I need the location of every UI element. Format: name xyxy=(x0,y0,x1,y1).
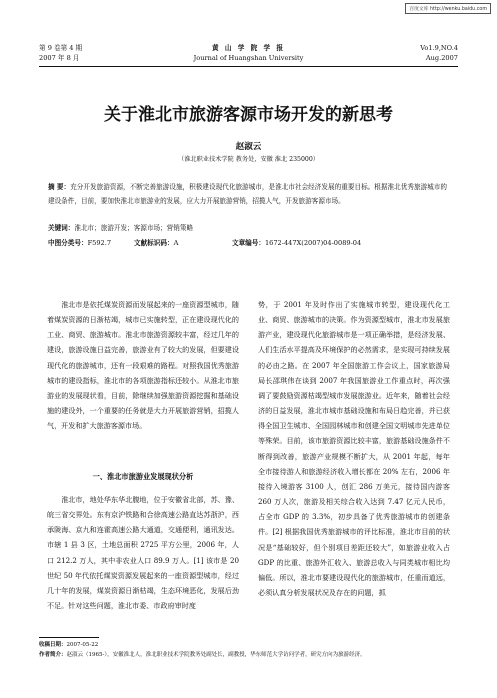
header-right xyxy=(420,44,458,63)
clc-number: 中图分类号：F592.7 xyxy=(48,239,112,247)
header-center xyxy=(39,44,458,63)
abstract-label: 摘 要： xyxy=(48,183,71,191)
footnote xyxy=(39,640,458,660)
document-code: 文献标识码：A xyxy=(134,239,179,247)
header-rule xyxy=(39,66,458,67)
column-right xyxy=(258,297,450,600)
date-en: Aug.2007 xyxy=(425,53,458,62)
article-number: 文章编号：1672-447X(2007)04-0089-04 xyxy=(232,239,362,247)
body-paragraph: 势，于 2001 年及时作出了实施城市转型，建设现代化工业、商贸、旅游城市的决策。作为资源型城市，淮北市发展旅游产业，建设现代化旅游城市是一项正确举措，是经济发展、人们生活水平提高及环境保护的必然需求，是实现可持续发展的必由之路。在 2007 年全国旅游工作会议上，国家旅游局局长邵琪伟在谈到 2007 年我国旅游业工作重点时，再次强调了要鼓励资源枯竭型城市发展旅游业。近年来，随着社会经济的日益发展，淮北市城市基础设施和布局日趋完善，并已获得全国卫生城市、全国园林城市和创建全国文明城市先进单位等殊荣。目前，该市旅游资源比较丰富，旅游基础设施条件不断得到改善，旅游产业规模不断扩大，从 2001 年起，每年全市接待游人和旅游经济收入增长都在 20% 左右，2006 年接待入境游客 3100 人，创汇 286 万美元，接待国内游客 260 万人次，旅游及相关综合收入达到 7.47 亿元人民币，占全市 GDP 的 3.3%，初步具备了优秀旅游城市的创建条件。[2] 根据我国优秀旅游城市的评比标准，淮北市目前的状况是“基础较好，但个别项目差距还较大”，如旅游业收入占 GDP 的比重、旅游外汇收入、旅游总收入与同类城市相比均偏低。所以，淮北市要建设现代化的旅游城市，任重而道远，必须认真分析发展状况及存在的问题，抓 xyxy=(258,300,450,597)
received-date: 收稿日期：2007-05-22 xyxy=(39,642,99,648)
section-heading: 一、淮北市旅游业发展现状分析 xyxy=(92,472,194,481)
abstract-text: 充分开发旅游资源，不断完善旅游设施，积极建设现代化旅游城市，是淮北市社会经济发展的重要目标。根据淮北优秀旅游城市的建设条件，目前，要加快淮北市旅游业的发展，应大力开展旅游营销，招揽人气，开发旅游客源市场。 xyxy=(48,183,448,205)
footnote-rule xyxy=(39,637,99,638)
volume-en: Vo1.9,NO.4 xyxy=(420,44,458,52)
author-affiliation: （淮北职业技术学院 教务处，安徽 淮北 235000） xyxy=(178,156,319,163)
body-paragraph: 淮北市是依托煤炭资源而发展起来的一座资源型城市，随着煤炭资源的日渐枯竭，城市已实施转型，正在建设现代化的工业、商贸、旅游城市。淮北市旅游资源较丰富，经过几年的建设，旅游设施日益完善，旅游业有了较大的发展，但要建设现代化的旅游城市，还有一段艰难的路程。对照我国优秀旅游城市的建设指标，淮北市的各项旅游指标还较小。从淮北市旅游业的发展现状看，目前，除继续加强旅游资源挖掘和基础设施的建设外，一个重要的任务就是大力开展旅游营销，招揽人气，开发和扩大旅游客源市场。 xyxy=(47,300,239,431)
column-left-intro xyxy=(47,297,239,433)
journal-name-cn: 黄 山 学 院 学 报 xyxy=(211,44,286,52)
author-name: 赵淑云 xyxy=(235,142,262,152)
volume-cn: 第 9 卷第 4 期 xyxy=(39,44,83,52)
column-left-section xyxy=(47,492,239,613)
date-cn: 2007 年 8 月 xyxy=(39,53,80,62)
abstract xyxy=(48,180,447,208)
author-bio: 作者简介：赵淑云（1965-），安徽淮北人，淮北职业技术学院教务处副处长，副教授，华东师范大学访问学者，研究方向为旅游经济。 xyxy=(39,652,366,658)
watermark: 百度文库 http://wenku.baidu.com xyxy=(405,3,491,14)
body-paragraph: 淮北市，地处华东华北腹地，位于安徽省北部，苏、豫、皖三省交界处。东有京沪铁路和合徐高速公路直达苏浙沪，西承陇海、京九和连霍高速公路大通道，交通便利，通讯发达。市辖 1 县 3 区，土地总面积 2725 平方公里，2006 年，人口 212.2 万人，其中非农业人口 89.9 万人。[1] 该市是 20 世纪 50 年代依托煤炭资源发展起来的一座资源型城市，经过几十年的发展，煤炭资源日渐枯竭，生态环境恶化，发展后劲不足。针对这些问题，淮北市委、市政府审时度 xyxy=(47,495,239,611)
keywords-text: 淮北市；旅游开发；客源市场；营销策略 xyxy=(74,224,194,232)
keywords-label: 关键词： xyxy=(48,224,75,232)
journal-name-en: Journal of Huangshan University xyxy=(193,53,304,62)
running-header xyxy=(39,44,458,66)
keywords xyxy=(48,222,447,232)
article-title: 关于淮北市旅游客源市场开发的新思考 xyxy=(104,105,393,125)
